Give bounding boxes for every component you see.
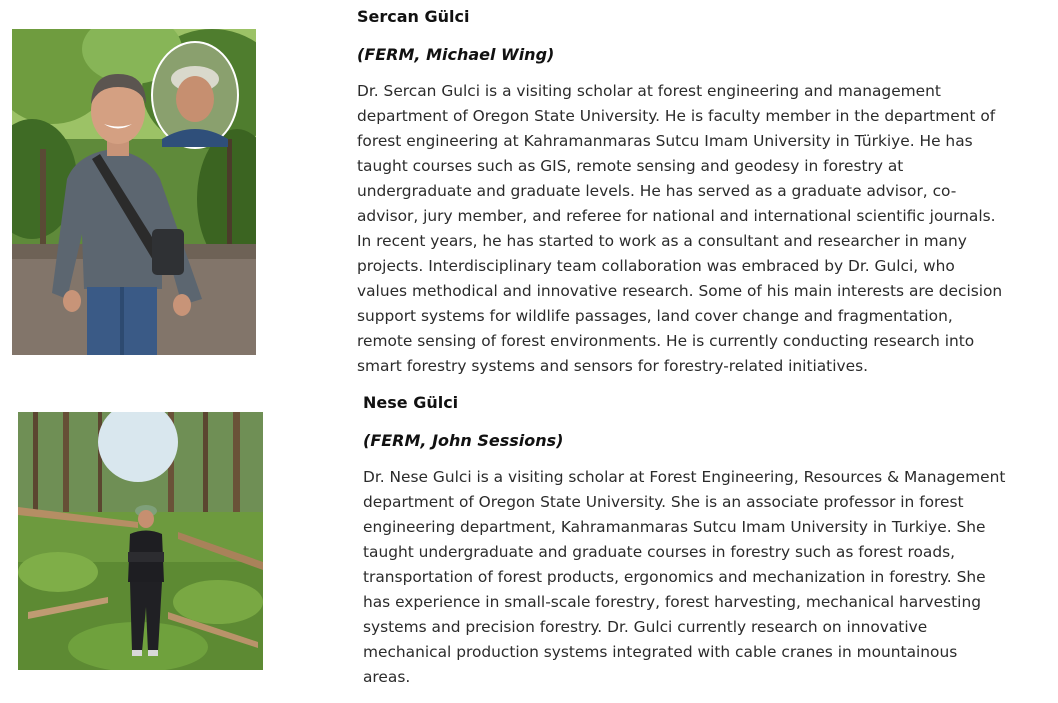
profile-bio — [357, 79, 1047, 379]
nese-gulci-photo — [18, 412, 263, 670]
profile-affiliation: (FERM, John Sessions) — [363, 431, 564, 450]
bio-line: areas. — [363, 668, 411, 686]
profile-bio — [363, 465, 1053, 690]
bio-line: Dr. Nese Gulci is a visiting scholar at Forest Engineering, Resources & Management — [363, 468, 1006, 486]
profile-name: Sercan Gülci — [357, 7, 470, 26]
bio-line: projects. Interdisciplinary team collaboration was embraced by Dr. Gulci, who — [357, 257, 955, 275]
profile-nese-gulci — [0, 386, 1058, 703]
bio-line: forest engineering at Kahramanmaras Sutcu Imam University in Türkiye. He has — [357, 132, 973, 150]
bio-line: taught undergraduate and graduate courses in forestry such as forest roads, — [363, 543, 956, 561]
nese-gulci-text — [363, 390, 1053, 690]
bio-line: mechanical production systems integrated with cable cranes in mountainous — [363, 643, 958, 661]
bio-line: transportation of forest products, ergonomics and mechanization in forestry. She — [363, 568, 986, 586]
bio-line: values methodical and innovative research. Some of his main interests are decision — [357, 282, 1003, 300]
bio-line: support systems for wildlife passages, land cover change and fragmentation, — [357, 307, 953, 325]
bio-line: department of Oregon State University. He is faculty member in the department of — [357, 107, 996, 125]
sercan-gulci-photo — [12, 29, 256, 355]
bio-line: has experience in small-scale forestry, forest harvesting, mechanical harvesting — [363, 593, 981, 611]
bio-line: undergraduate and graduate levels. He has served as a graduate advisor, co- — [357, 182, 957, 200]
bio-line: In recent years, he has started to work as a consultant and researcher in many — [357, 232, 967, 250]
bio-line: advisor, jury member, and referee for national and international scientific journals. — [357, 207, 996, 225]
bio-line: engineering department, Kahramanmaras Sutcu Imam University in Turkiye. She — [363, 518, 986, 536]
profile-name: Nese Gülci — [363, 393, 459, 412]
bio-line: Dr. Sercan Gulci is a visiting scholar at forest engineering and management — [357, 82, 941, 100]
bio-line: department of Oregon State University. She is an associate professor in forest — [363, 493, 964, 511]
bio-line: systems and precision forestry. Dr. Gulci currently research on innovative — [363, 618, 928, 636]
bio-line: remote sensing of forest environments. He is currently conducting research into — [357, 332, 975, 350]
bio-line: smart forestry systems and sensors for forestry-related initiatives. — [357, 357, 868, 375]
sercan-gulci-text — [357, 4, 1047, 379]
profile-affiliation: (FERM, Michael Wing) — [357, 45, 555, 64]
bio-line: taught courses such as GIS, remote sensing and geodesy in forestry at — [357, 157, 904, 175]
